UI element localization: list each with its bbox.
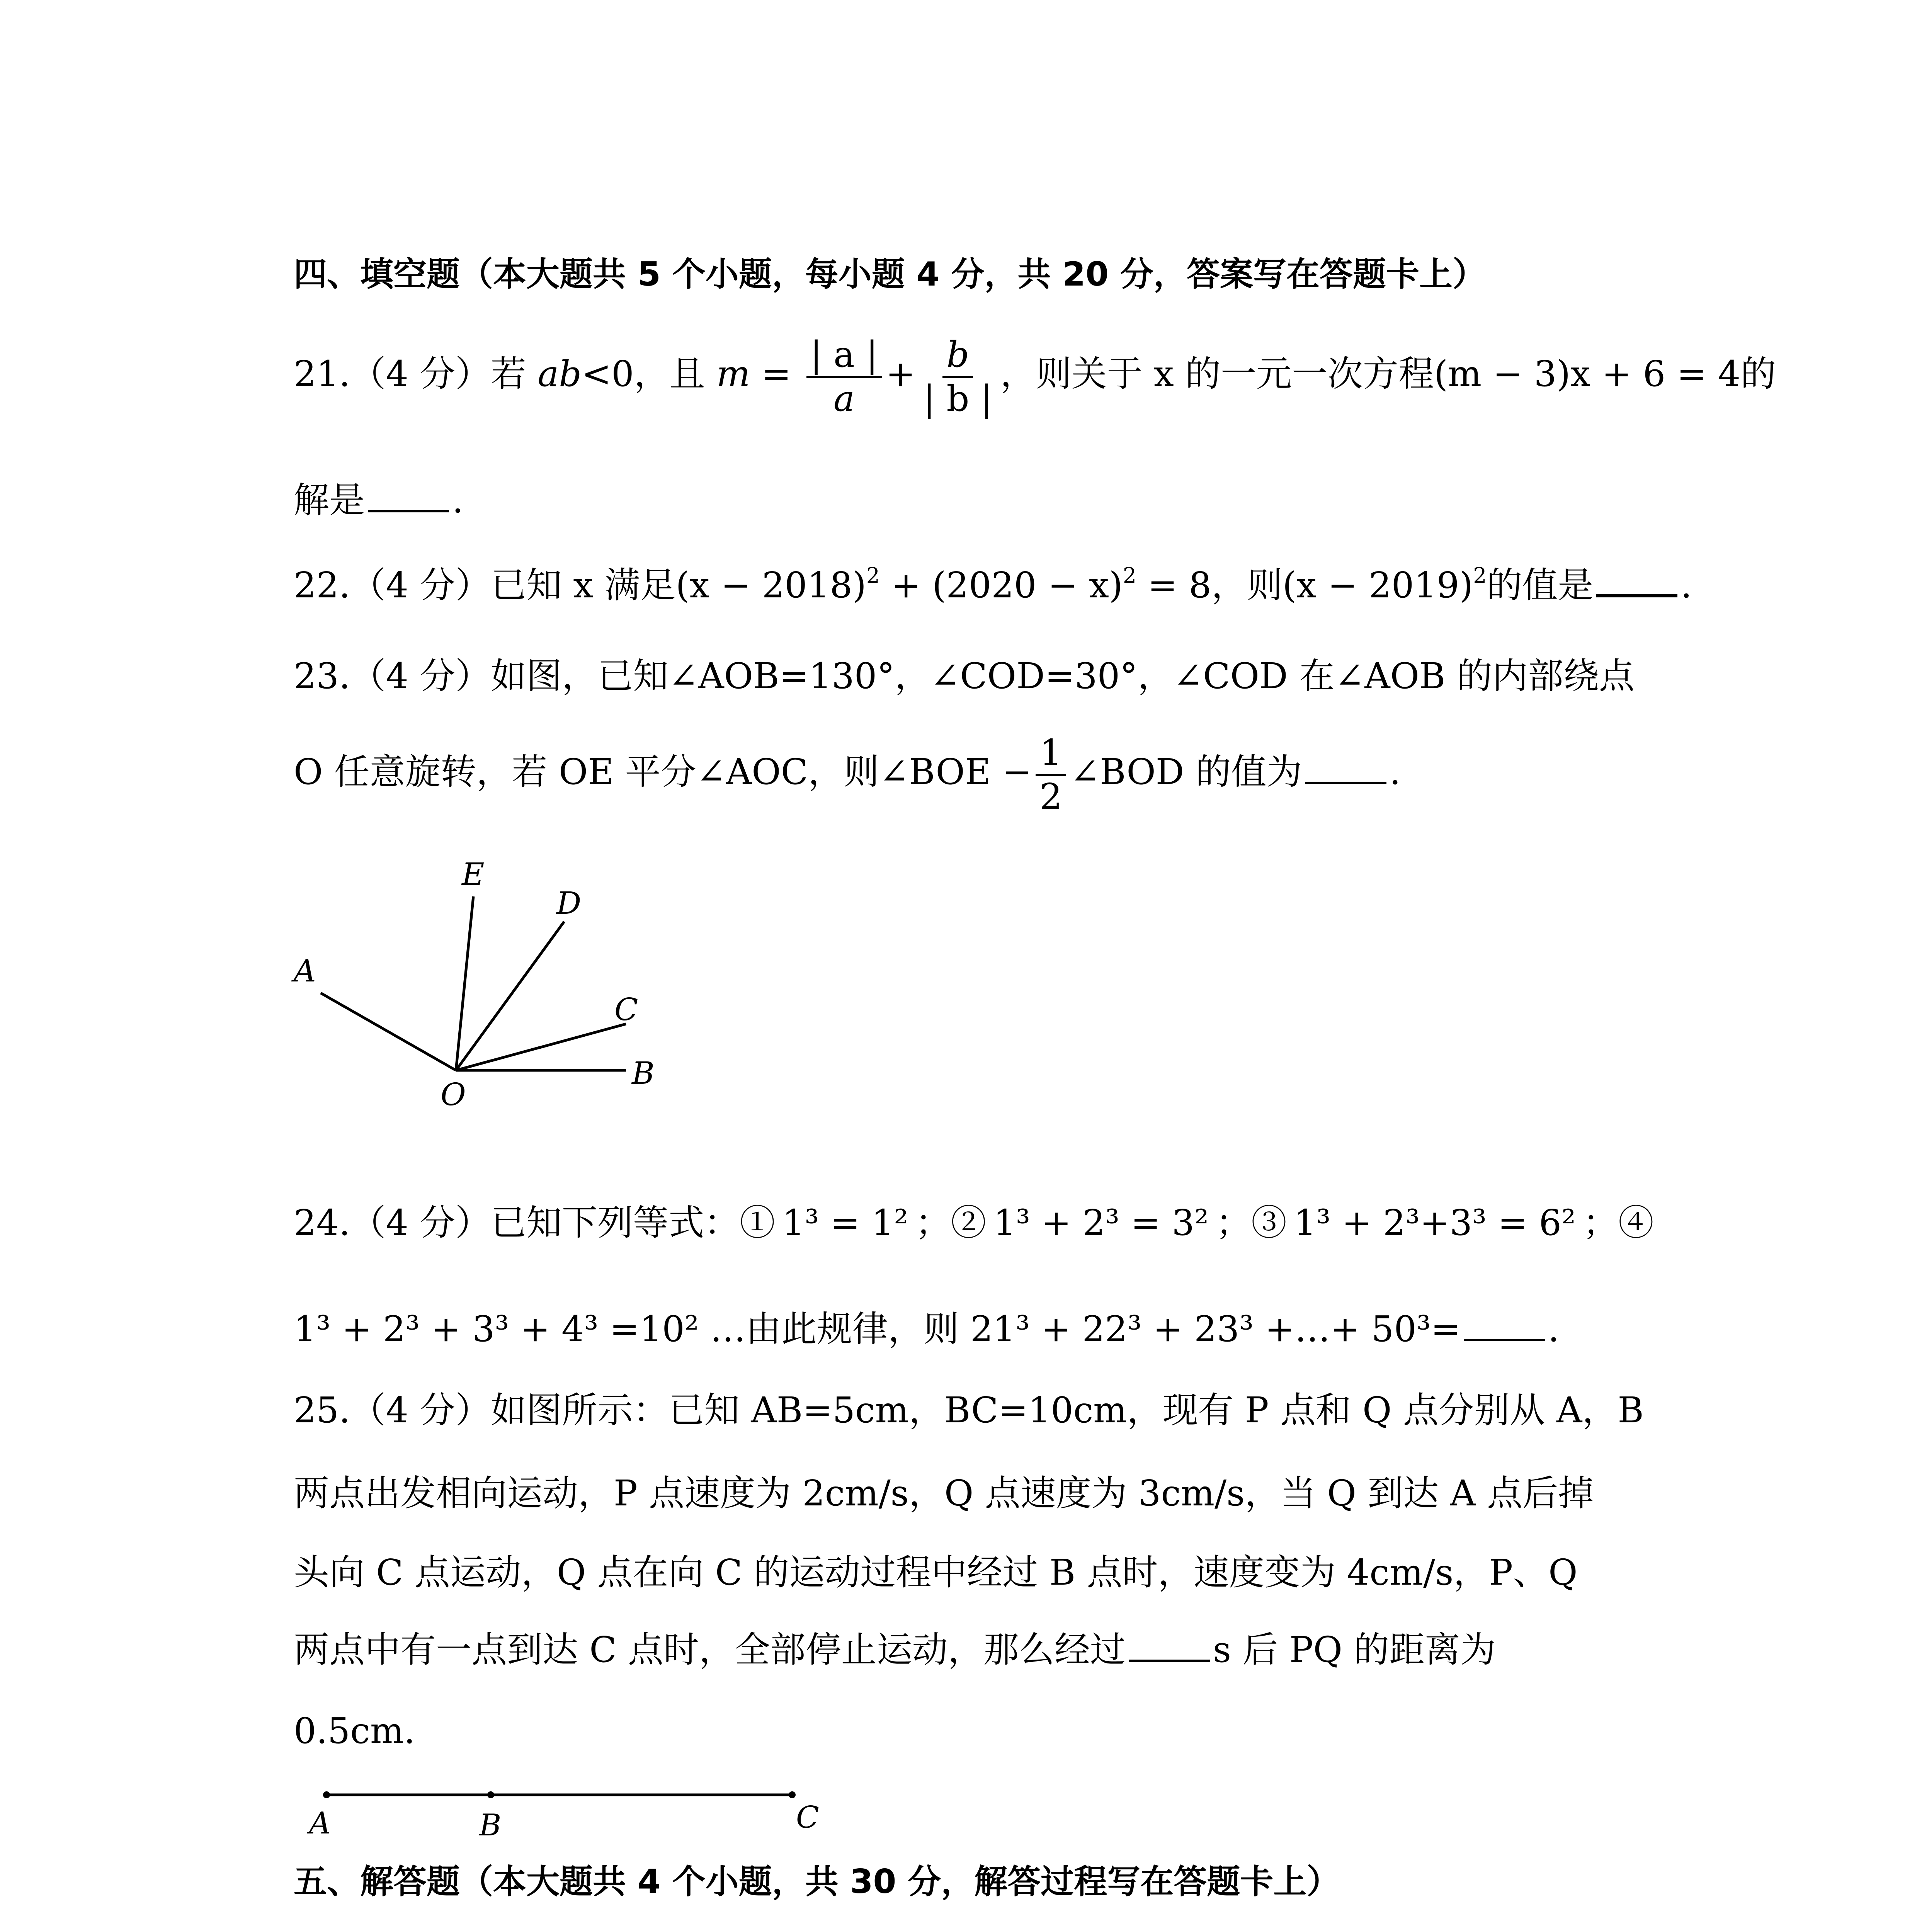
segment-figure-25 xyxy=(298,1777,839,1843)
question-25-line-5: 0.5cm. xyxy=(294,1710,415,1752)
fraction-b-over-abs-b: $\frac{b}{| b |}$ xyxy=(923,334,993,419)
question-25-line-1: 25.（4 分）如图所示：已知 AB=5cm，BC=10cm，现有 P 点和 Q 点分别从 A，B xyxy=(294,1389,1644,1431)
ray-OD xyxy=(456,922,564,1070)
question-25-line-4: 两点中有一点到达 C 点时，全部停止运动，那么经过 s 后 PQ 的距离为 xyxy=(294,1629,1496,1670)
ray-OC xyxy=(456,1024,626,1070)
answer-blank-22[interactable] xyxy=(1596,571,1677,597)
answer-blank-25[interactable] xyxy=(1129,1636,1210,1662)
point-A xyxy=(323,1791,330,1798)
label-B: B xyxy=(479,1808,502,1843)
question-25-line-2: 两点出发相向运动，P 点速度为 2cm/s，Q 点速度为 3cm/s，当 Q 到达 A 点后掉 xyxy=(294,1473,1594,1514)
fraction-one-half: $\frac{1}{2}$ xyxy=(1036,734,1066,815)
label-A: A xyxy=(309,1806,331,1841)
point-C xyxy=(789,1791,796,1798)
answer-blank-23[interactable] xyxy=(1305,759,1386,784)
section-4-heading: 四、填空题（本大题共 5 个小题，每小题 4 分，共 20 分，答案写在答题卡上） xyxy=(294,255,1486,294)
label-O: O xyxy=(441,1077,466,1112)
question-25-line-3: 头向 C 点运动，Q 点在向 C 的运动过程中经过 B 点时，速度变为 4cm/s，P、Q xyxy=(294,1552,1578,1593)
label-A: A xyxy=(294,953,316,989)
point-B xyxy=(487,1791,494,1798)
label-B: B xyxy=(632,1055,655,1091)
question-22: 22.（4 分）已知 x 满足$(x - 2018)^2 + (2020 - x)^2 = 8$，则$(x - 2019)^2$的值是 . xyxy=(294,563,1692,606)
ray-OE xyxy=(456,896,473,1070)
section-5-heading: 五、解答题（本大题共 4 个小题，共 30 分，解答过程写在答题卡上） xyxy=(294,1862,1340,1901)
answer-blank-21[interactable] xyxy=(368,487,449,512)
label-C: C xyxy=(796,1800,819,1835)
question-23-line-2: O 任意旋转，若 OE 平分∠AOC，则∠BOE − $\frac{1}{2}$ ∠BOD 的值为 . xyxy=(294,732,1401,817)
angle-figure-23 xyxy=(286,842,711,1121)
question-24-line-2: 1³ + 2³ + 3³ + 4³ =10² …由此规律，则 21³ + 22³ + 23³ +…+ 50³= . xyxy=(294,1308,1560,1350)
label-D: D xyxy=(556,885,582,921)
fraction-abs-a-over-a: $\frac{| a |}{a}$ xyxy=(806,336,882,417)
question-21-line-1: 21.（4 分）若 ab<0，且 m = $\frac{| a |}{a}$ + $\frac{b}{| b |}$ ，则关于 x 的一元一次方程(m − 3)x + 6 = 4的 xyxy=(294,334,1776,419)
label-C: C xyxy=(614,992,638,1027)
question-23-line-1: 23.（4 分）如图，已知∠AOB=130°，∠COD=30°，∠COD 在∠AOB 的内部绕点 xyxy=(294,655,1635,697)
question-24-line-1: 24.（4 分）已知下列等式：① 1³ = 1² ；② 1³ + 2³ = 3² ；③ 1³ + 2³+3³ = 6² ；④ xyxy=(294,1202,1654,1243)
answer-blank-24[interactable] xyxy=(1464,1316,1545,1341)
question-21-line-2: 解是 . xyxy=(294,480,464,521)
ray-OA xyxy=(321,993,456,1070)
label-E: E xyxy=(462,856,485,892)
